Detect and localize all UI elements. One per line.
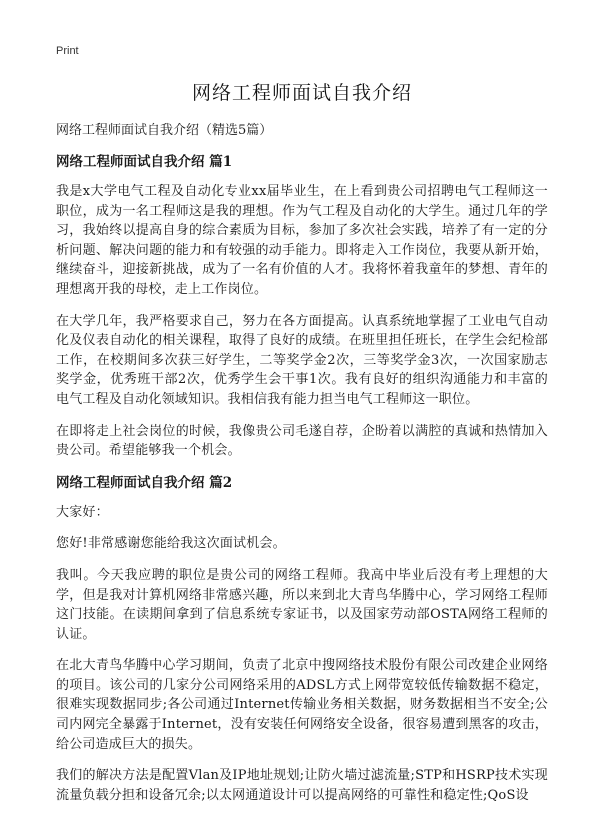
paragraph: 我们的解决方法是配置Vlan及IP地址规划;让防火墙过滤流量;STP和HSRP技术实现流量负载分担和设备冗余;以太网通道设计可以提高网络的可靠性和稳定性;QoS设 [56,768,548,803]
section-2 [56,473,548,806]
paragraph: 在北大青鸟华腾中心学习期间，负责了北京中搜网络技术股份有限公司改建企业网络的项目。该公司的几家分公司网络采用的ADSL方式上网带宽较低传输数据不稳定，很难实现数据同步;各公司通过Internet传输业务相关数据，财务数据相当不安全;公司内网完全暴露于Internet，没有安装任何网络安全设备，很容易遭到黑客的攻击，给公司造成巨大的损失。 [56,658,548,752]
document-subtitle: 网络工程师面试自我介绍（精选5篇） [56,123,273,138]
section-heading: 网络工程师面试自我介绍 篇2 [56,474,233,491]
paragraph: 在大学几年，我严格要求自己，努力在各方面提高。认真系统地掌握了工业电气自动化及仪表自动化的相关课程，取得了良好的成绩。在班里担任班长，在学生会纪检部工作，在校期间多次获三好学生，二等奖学金2次，三等奖学金3次，一次国家励志奖学金，优秀班干部2次，优秀学生会干事1次。我有良好的组织沟通能力和丰富的电气工程及自动化领域知识。我相信我有能力担当电气工程师这一职位。 [56,313,548,407]
print-label: Print [56,45,79,57]
paragraph: 我是x大学电气工程及自动化专业xx届毕业生，在上看到贵公司招聘电气工程师这一职位，成为一名工程师这是我的理想。作为气工程及自动化的大学生。通过几年的学习，我始终以提高自身的综合素质为目标，参加了多次社会实践，培养了有一定的分析问题、解决问题的能力和有较强的动手能力。即将走入工作岗位，我要从新开始，继续奋斗，迎接新挑战，成为了一名有价值的人才。我将怀着我童年的梦想、青年的理想离开我的母校，走上工作岗位。 [56,184,548,297]
paragraph: 大家好： [56,504,109,520]
document-title: 网络工程师面试自我介绍 [191,82,412,104]
section-heading: 网络工程师面试自我介绍 篇1 [56,154,233,170]
paragraph: 在即将走上社会岗位的时候，我像贵公司毛遂自荐，企盼着以满腔的真诚和热情加入贵公司。希望能够我一个机会。 [56,423,548,459]
section-1 [56,152,548,461]
paragraph: 我叫。今天我应聘的职位是贵公司的网络工程师。我高中毕业后没有考上理想的大学，但是我对计算机网络非常感兴趣，所以来到北大青鸟华腾中心，学习网络工程师这门技能。在读期间拿到了信息系统专家证书，以及国家劳动部OSTA网络工程师的认证。 [56,567,548,642]
paragraph: 您好!非常感谢您能给我这次面试机会。 [56,536,286,552]
